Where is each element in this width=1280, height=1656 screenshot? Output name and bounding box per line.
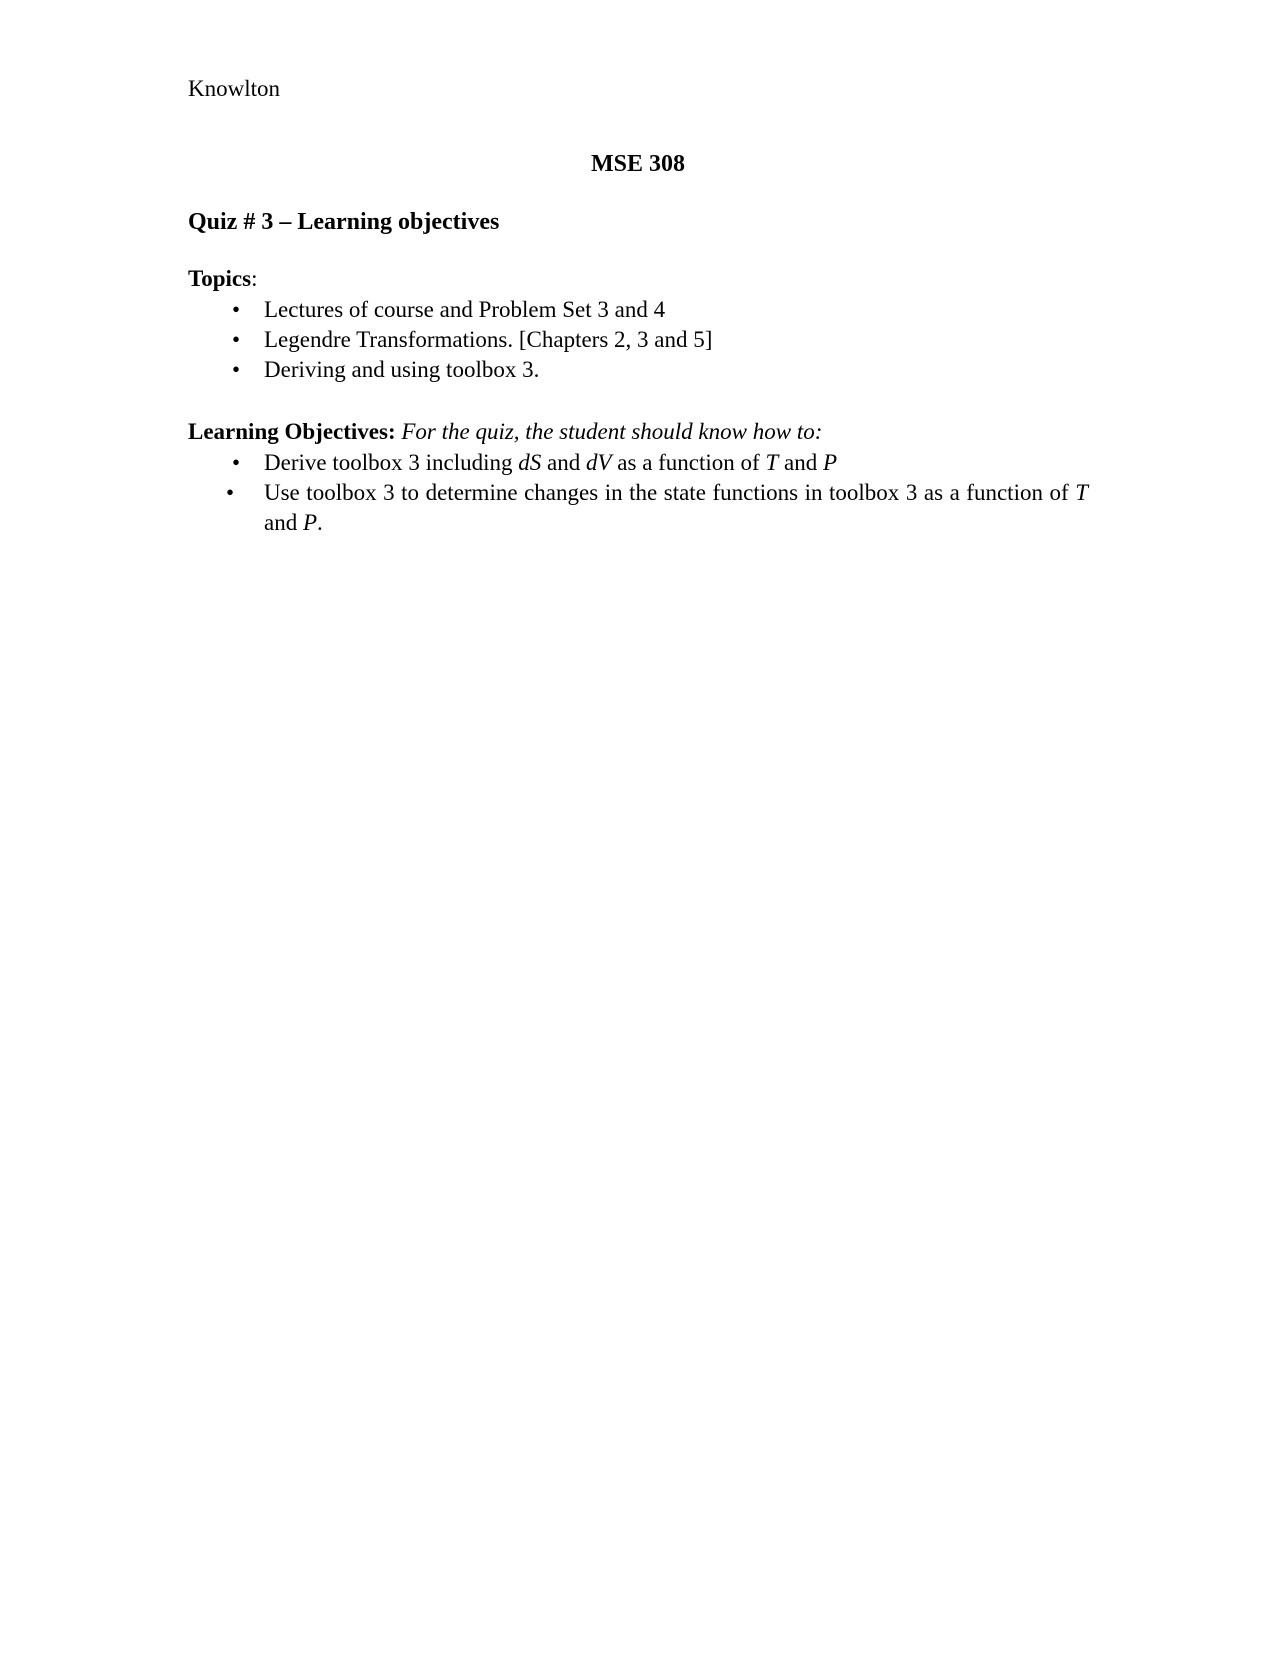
- objective-fragment: .: [317, 510, 323, 535]
- objective-fragment: and: [541, 450, 586, 475]
- topic-text: Lectures of course and Problem Set 3 and 4: [264, 297, 666, 322]
- objective-fragment: as a function of: [611, 450, 766, 475]
- quiz-title: Quiz # 3 – Learning objectives: [188, 209, 500, 235]
- bullet-icon: •: [231, 450, 241, 475]
- objective-fragment: and: [778, 450, 823, 475]
- variable-t: T: [765, 450, 779, 475]
- variable-t: T: [1075, 480, 1088, 505]
- variable-ds: dS: [518, 450, 542, 475]
- bullet-icon: •: [226, 480, 235, 505]
- objective-fragment: Use toolbox 3 to determine changes in the state functions in toolbox 3 as a function of: [264, 480, 1076, 505]
- list-item: [188, 448, 1088, 478]
- list-item: [188, 355, 1088, 385]
- objectives-list: [188, 448, 1088, 538]
- variable-p: P: [822, 450, 838, 475]
- author-header: Knowlton: [188, 76, 280, 101]
- topics-colon: :: [251, 266, 258, 291]
- topics-label: Topics: [188, 266, 252, 291]
- topic-text: Legendre Transformations. [Chapters 2, 3 and 5]: [264, 327, 713, 352]
- topics-heading: [188, 264, 257, 294]
- variable-dv: dV: [585, 450, 612, 475]
- objectives-intro: For the quiz, the student should know how to:: [401, 419, 823, 444]
- bullet-icon: •: [231, 327, 241, 352]
- objectives-heading: [188, 417, 822, 447]
- list-item: [188, 295, 1088, 325]
- objectives-label: Learning Objectives:: [188, 419, 396, 444]
- variable-p: P: [302, 510, 318, 535]
- course-title: MSE 308: [590, 151, 685, 177]
- list-item: [188, 478, 1088, 538]
- topics-list: [188, 295, 1088, 385]
- topic-text: Deriving and using toolbox 3.: [264, 357, 540, 382]
- objective-text: [264, 450, 837, 475]
- bullet-icon: •: [231, 357, 241, 382]
- objective-fragment: and: [264, 510, 303, 535]
- objective-text: [264, 480, 1088, 535]
- bullet-icon: •: [231, 297, 241, 322]
- list-item: [188, 325, 1088, 355]
- objective-fragment: Derive toolbox 3 including: [264, 450, 519, 475]
